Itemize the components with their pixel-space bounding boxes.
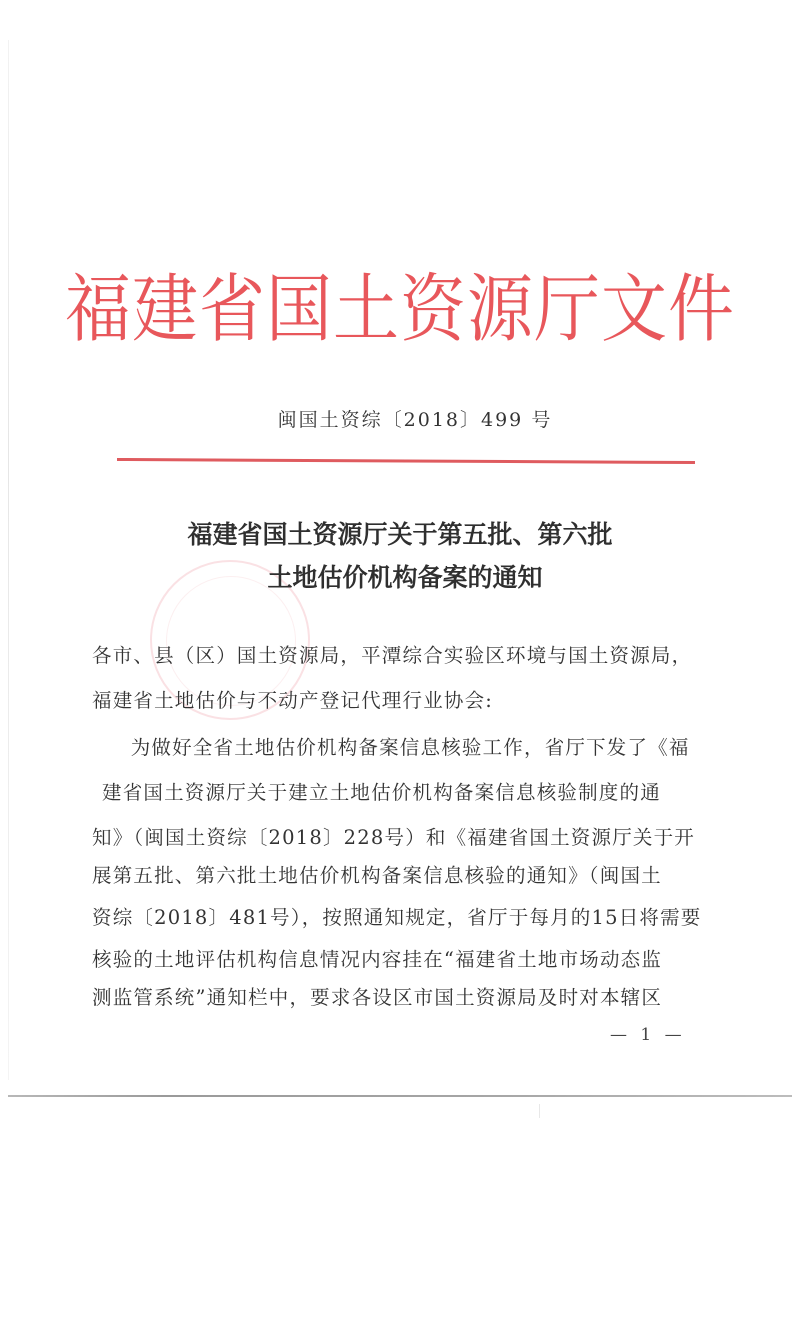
- red-divider-rule: [117, 458, 695, 464]
- notice-title: [0, 513, 800, 599]
- body-paragraph-line: 测监管系统”通知栏中，要求各设区市国土资源局及时对本辖区: [92, 986, 663, 1009]
- addressee-line-2: 福建省土地估价与不动产登记代理行业协会:: [92, 689, 494, 712]
- notice-title-line-2: 土地估价机构备案的通知: [267, 563, 543, 592]
- scan-mark: [539, 1104, 540, 1118]
- body-paragraph-line: 为做好全省土地估价机构备案信息核验工作，省厅下发了《福: [110, 736, 690, 759]
- addressee-line-1: 各市、县（区）国土资源局，平潭综合实验区环境与国土资源局，: [92, 644, 693, 667]
- document-number: 闽国土资综〔2018〕499 号: [277, 409, 553, 431]
- body-paragraph-line: 展第五批、第六批土地估价机构备案信息核验的通知》（闽国土: [92, 864, 662, 887]
- body-paragraph-line: 建省国土资源厅关于建立土地估价机构备案信息核验制度的通: [102, 781, 661, 804]
- body-paragraph-line: 知》（闽国土资综〔2018〕228号）和《福建省国土资源厅关于开: [92, 826, 695, 849]
- issuer-header: 福建省国土资源厅文件: [65, 266, 735, 353]
- body-paragraph-line: 核验的土地评估机构信息情况内容挂在“福建省土地市场动态监: [92, 948, 663, 971]
- page-break-line: [8, 1095, 792, 1097]
- page-number: — 1 —: [610, 1025, 686, 1045]
- body-paragraph-line: 资综〔2018〕481号），按照通知规定，省厅于每月的15日将需要: [92, 906, 702, 929]
- notice-title-line-1: 福建省国土资源厅关于第五批、第六批: [187, 520, 613, 549]
